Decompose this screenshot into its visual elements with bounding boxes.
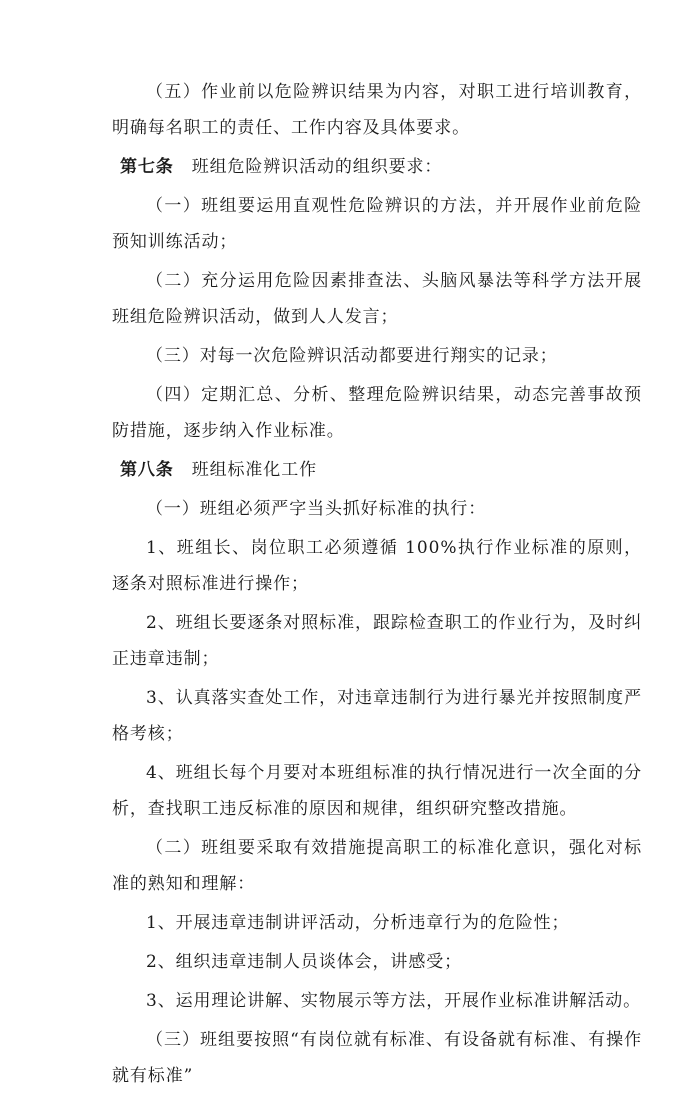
article-8-label: 第八条 bbox=[120, 460, 174, 480]
article-8-section-2-item-3: 3、运用理论讲解、实物展示等方法，开展作业标准讲解活动。 bbox=[146, 991, 642, 1011]
article-8-title: 班组标准化工作 bbox=[191, 460, 318, 480]
paragraph-5-training: （五）作业前以危险辨识结果为内容，对职工进行培训教育，明确每名职工的责任、工作内容及具体要求。 bbox=[112, 82, 642, 138]
article-8-section-2-item-2: 2、组织违章违制人员谈体会，讲感受； bbox=[146, 952, 463, 972]
article-8-section-1-item-3: 3、认真落实查处工作，对违章违制行为进行暴光并按照制度严格考核； bbox=[112, 688, 642, 744]
article-8-section-1-item-1: 1、班组长、岗位职工必须遵循 100%执行作业标准的原则，逐条对照标准进行操作； bbox=[112, 538, 642, 594]
article-7-heading bbox=[112, 149, 642, 185]
article-7-item-2: （二）充分运用危险因素排查法、头脑风暴法等科学方法开展班组危险辨识活动，做到人人发言； bbox=[112, 271, 642, 327]
article-7-item-4: （四）定期汇总、分析、整理危险辨识结果，动态完善事故预防措施，逐步纳入作业标准。 bbox=[112, 385, 642, 441]
article-8-section-1-item-2: 2、班组长要逐条对照标准，跟踪检查职工的作业行为，及时纠正违章违制； bbox=[112, 613, 642, 669]
article-7-item-1: （一）班组要运用直观性危险辨识的方法，并开展作业前危险预知训练活动； bbox=[112, 196, 642, 252]
article-8-section-2-item-1: 1、开展违章违制讲评活动，分析违章行为的危险性； bbox=[146, 913, 570, 933]
article-7-title: 班组危险辨识活动的组织要求： bbox=[191, 157, 443, 177]
article-8-section-2: （二）班组要采取有效措施提高职工的标准化意识，强化对标准的熟知和理解： bbox=[112, 838, 642, 894]
article-7-label: 第七条 bbox=[120, 157, 174, 177]
article-7-item-3: （三）对每一次危险辨识活动都要进行翔实的记录； bbox=[146, 346, 558, 366]
document-page bbox=[112, 74, 642, 1097]
article-8-section-1: （一）班组必须严字当头抓好标准的执行： bbox=[146, 499, 487, 519]
article-8-section-1-item-4: 4、班组长每个月要对本班组标准的执行情况进行一次全面的分析，查找职工违反标准的原因和规律，组织研究整改措施。 bbox=[112, 763, 642, 819]
article-8-section-3: （三）班组要按照“有岗位就有标准、有设备就有标准、有操作就有标准” bbox=[112, 1030, 642, 1086]
article-8-heading bbox=[112, 452, 642, 488]
